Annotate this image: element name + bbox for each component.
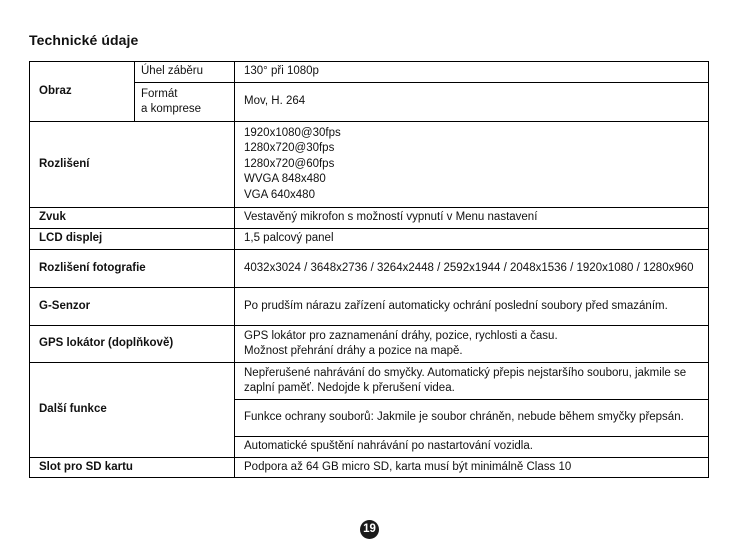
row-label-gps: GPS lokátor (doplňkově) [30,326,235,363]
row-label-zvuk: Zvuk [30,208,235,229]
sub-label-format-line2: a komprese [141,103,202,115]
value-sd: Podpora až 64 GB micro SD, karta musí být minimálně Class 10 [235,458,709,478]
page-number: 19 [360,520,379,539]
table-row [30,326,709,363]
value-gsenzor: Po prudším nárazu zařízení automaticky ochrání poslední soubory před smazáním. [235,288,709,326]
row-label-lcd: LCD displej [30,229,235,250]
table-row [30,122,709,208]
resolution-line: VGA 640x480 [244,188,315,201]
value-dalsi-1: Nepřerušené nahrávání do smyčky. Automatický přepis nejstaršího souboru, jakmile se zaplní paměť. Nedojde k přerušení videa. [235,363,709,400]
sub-label-format-line1: Formát [141,87,178,100]
value-gps [235,326,709,363]
table-row [30,288,709,326]
sub-label-uhel-zaberu: Úhel záběru [135,62,235,83]
row-label-obraz: Obraz [30,62,135,122]
table-row [30,458,709,478]
table-row [30,363,709,400]
table-row [30,208,709,229]
gps-line: Možnost přehrání dráhy a pozice na mapě. [244,345,463,357]
row-label-sd: Slot pro SD kartu [30,458,235,478]
table-row [30,229,709,250]
page-title: Technické údaje [29,32,139,48]
value-lcd: 1,5 palcový panel [235,229,709,250]
row-label-dalsi: Další funkce [30,363,235,458]
table-row [30,250,709,288]
row-label-rozliseni: Rozlišení [30,122,235,208]
value-dalsi-2: Funkce ochrany souborů: Jakmile je soubor chráněn, nebude během smyčky přepsán. [235,400,709,437]
value-zvuk: Vestavěný mikrofon s možností vypnutí v Menu nastavení [235,208,709,229]
table-row [30,62,709,83]
value-rozliseni [235,122,709,208]
resolution-line: 1280x720@60fps [244,157,335,170]
resolution-line: 1280x720@30fps [244,142,335,155]
resolution-line: 1920x1080@30fps [244,126,341,139]
row-label-foto: Rozlišení fotografie [30,250,235,288]
gps-line: GPS lokátor pro zaznamenání dráhy, pozice, rychlosti a času. [244,329,558,342]
value-foto: 4032x3024 / 3648x2736 / 3264x2448 / 2592x1944 / 2048x1536 / 1920x1080 / 1280x960 [235,250,709,288]
sub-label-format [135,83,235,122]
resolution-line: WVGA 848x480 [244,173,326,186]
row-label-gsenzor: G-Senzor [30,288,235,326]
value-uhel-zaberu: 130° při 1080p [235,62,709,83]
value-dalsi-3: Automatické spuštění nahrávání po nastartování vozidla. [235,437,709,458]
spec-table [29,61,709,478]
value-format: Mov, H. 264 [235,83,709,122]
